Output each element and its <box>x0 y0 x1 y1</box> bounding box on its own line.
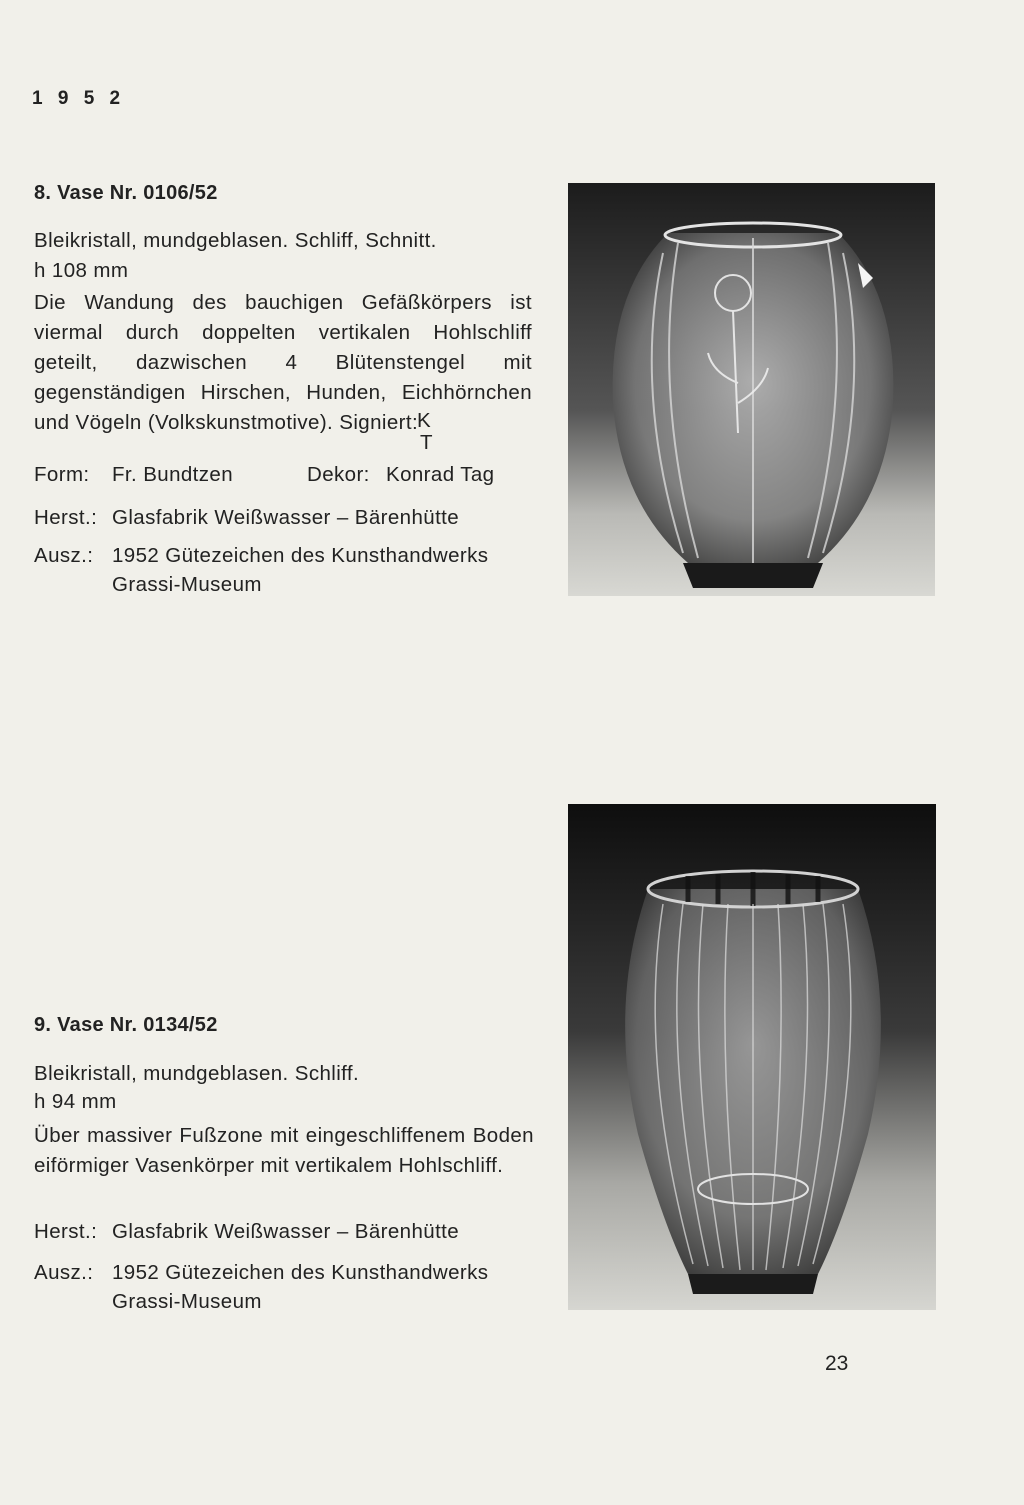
form-label: Form: <box>34 463 90 486</box>
item-height: h 108 mm <box>34 259 129 282</box>
herst-value-2: Glasfabrik Weißwasser – Bärenhütte <box>112 1220 460 1243</box>
page-number: 23 <box>825 1352 849 1375</box>
ausz-label-2: Ausz.: <box>34 1261 94 1284</box>
description-text: Die Wandung des bauchigen Gefäßkörpers ist viermal durch doppelten vertikalen Hohlschliff geteilt, dazwischen 4 Blütenstengel mit gegenständigen Hirschen, Hunden, Eichhörnchen und Vögeln (Volkskunstmotive). Signiert: <box>34 291 532 434</box>
dekor-label: Dekor: <box>307 463 370 486</box>
item-title-2: 9. Vase Nr. 0134/52 <box>34 1014 218 1036</box>
herst-label-2: Herst.: <box>34 1220 98 1243</box>
page-year: 1 9 5 2 <box>32 88 126 109</box>
ausz-value-museum-2: Grassi-Museum <box>112 1290 262 1313</box>
signature-mark-top: K <box>417 409 432 432</box>
item-material-2: Bleikristall, mundgeblasen. Schliff. <box>34 1062 360 1085</box>
vase-illustration-2 <box>568 804 936 1310</box>
signature-mark-bottom: T <box>420 431 433 454</box>
herst-value: Glasfabrik Weißwasser – Bärenhütte <box>112 506 460 529</box>
ausz-value: 1952 Gütezeichen des Kunsthandwerks <box>112 544 489 567</box>
vase-illustration <box>568 183 935 596</box>
item-description-2 <box>34 1121 534 1181</box>
vase-photo-2 <box>568 804 936 1310</box>
dekor-value: Konrad Tag <box>386 463 495 486</box>
item-description <box>34 288 532 438</box>
herst-label: Herst.: <box>34 506 98 529</box>
vase-photo <box>568 183 935 596</box>
item-material: Bleikristall, mundgeblasen. Schliff, Schnitt. <box>34 229 437 252</box>
item-title: 8. Vase Nr. 0106/52 <box>34 182 218 204</box>
ausz-value-museum: Grassi-Museum <box>112 573 262 596</box>
ausz-label: Ausz.: <box>34 544 94 567</box>
description-text-2: Über massiver Fußzone mit eingeschliffenem Boden eiförmiger Vasenkörper mit vertikalem Hohlschliff. <box>34 1124 534 1177</box>
ausz-value-2: 1952 Gütezeichen des Kunsthandwerks <box>112 1261 489 1284</box>
item-height-2: h 94 mm <box>34 1090 117 1113</box>
form-value: Fr. Bundtzen <box>112 463 234 486</box>
